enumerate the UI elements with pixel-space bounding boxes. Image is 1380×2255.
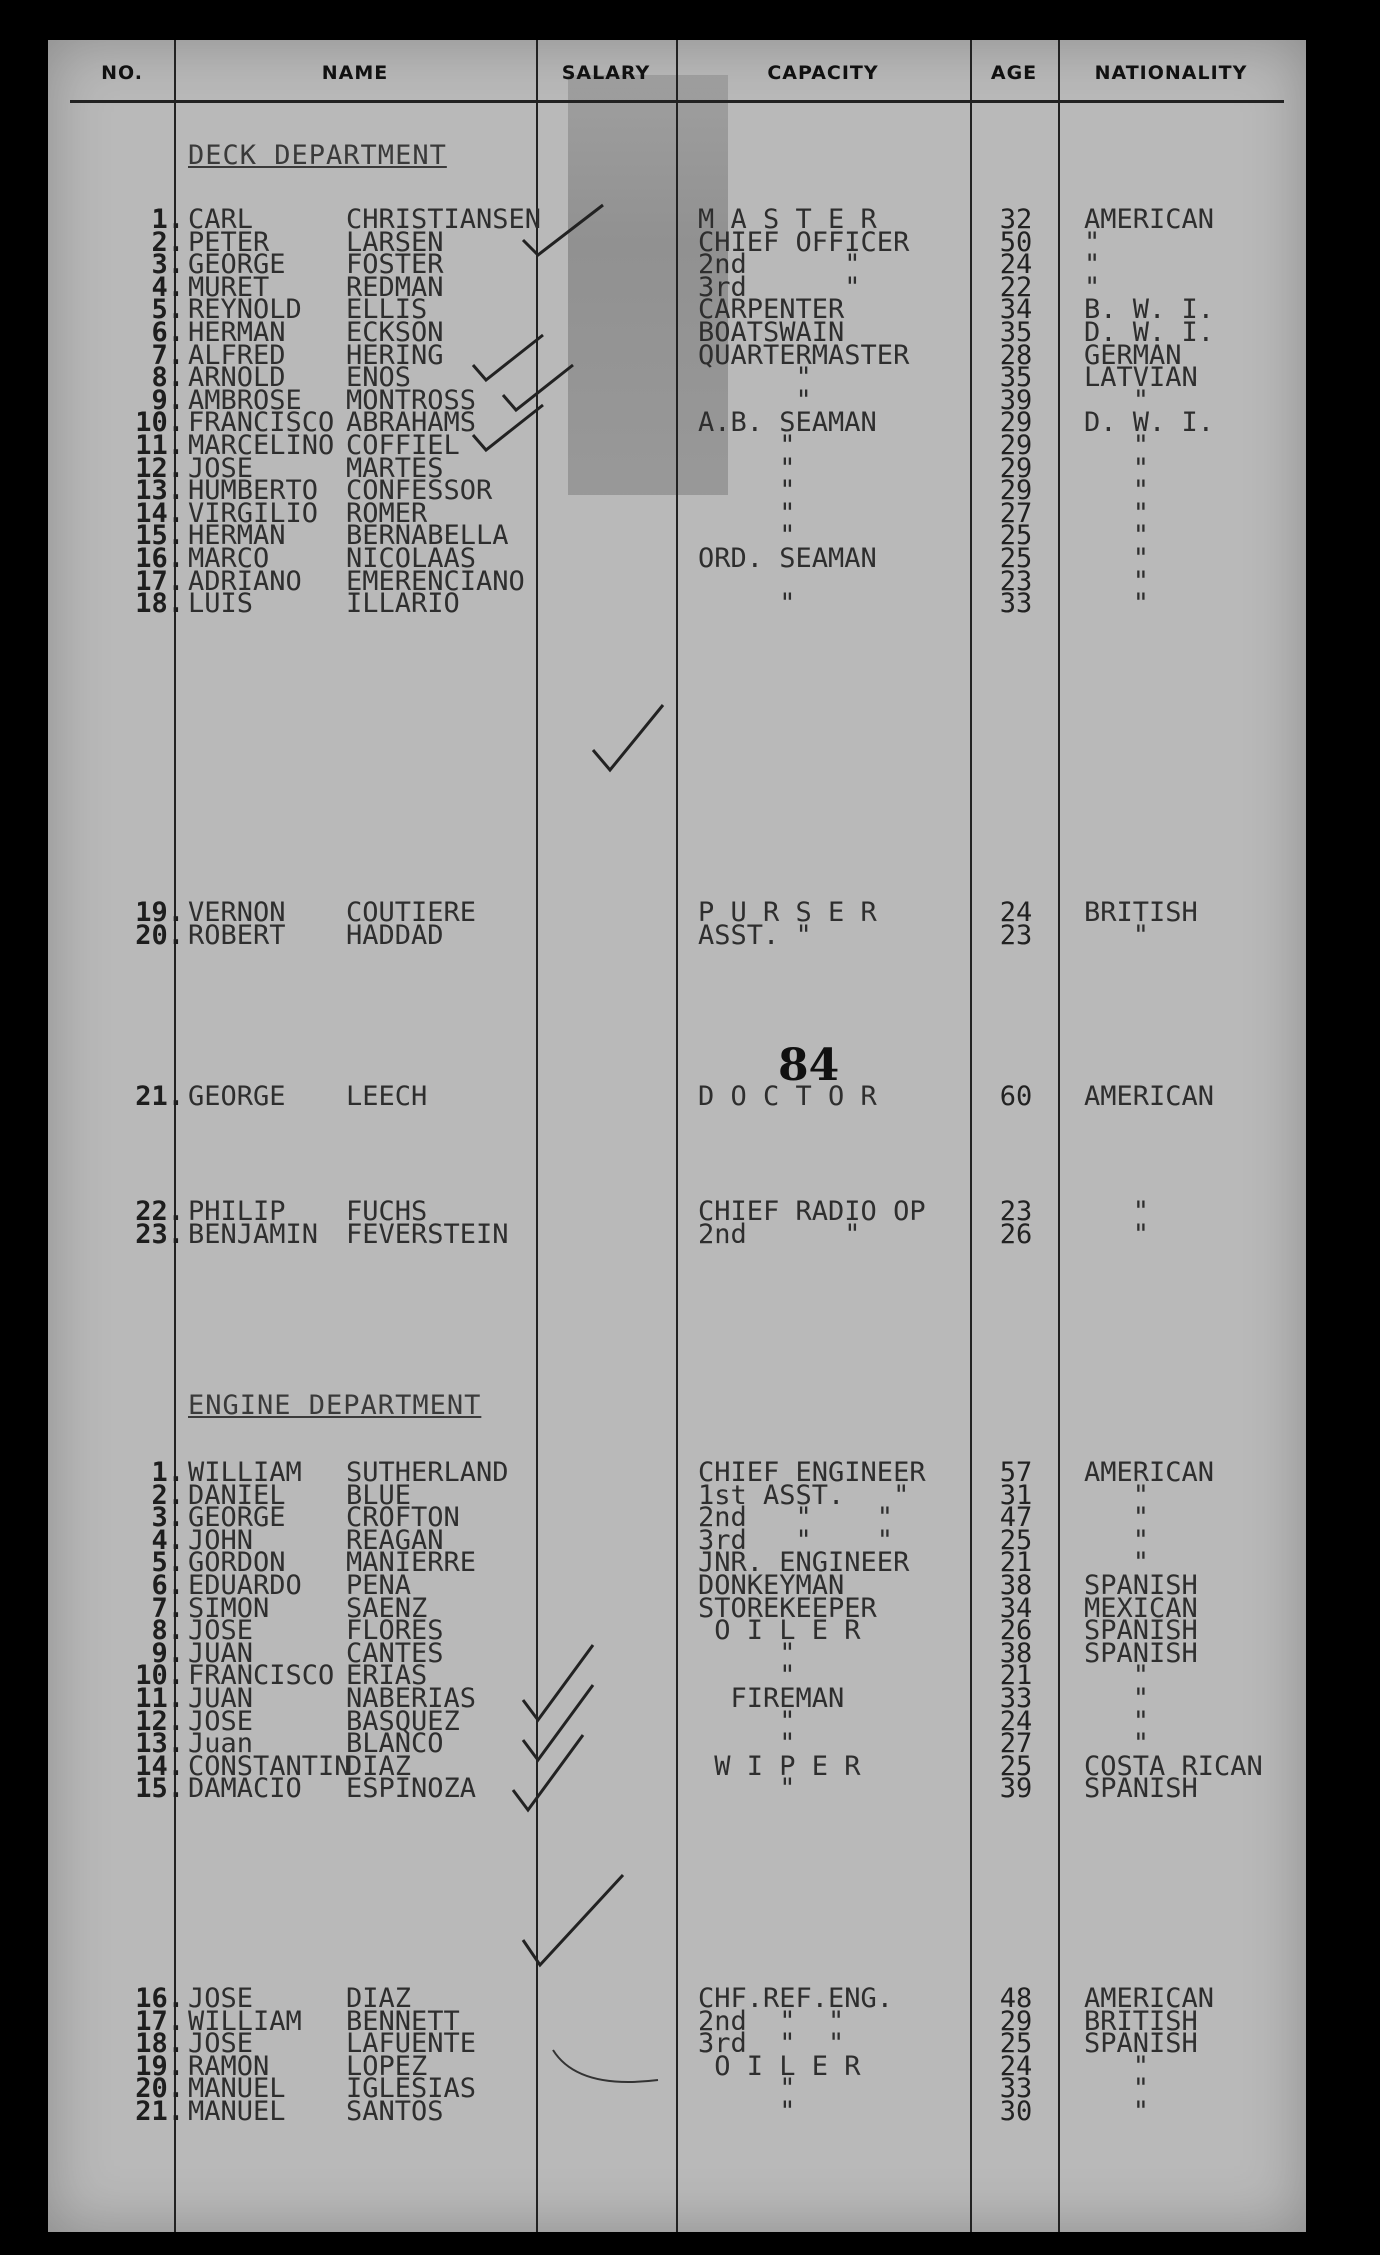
row-no: 9. — [151, 1637, 184, 1669]
row-first: RAMON — [188, 2050, 270, 2082]
row-capacity: P U R S E R — [698, 897, 877, 928]
row-nationality: GERMAN — [1084, 339, 1182, 371]
row-age: 34 — [999, 1592, 1033, 1624]
row-nationality: LATVIAN — [1084, 362, 1198, 394]
row-last: EMERENCIANO — [346, 565, 525, 597]
row-age: 28 — [999, 339, 1033, 371]
row-nationality: SPANISH — [1084, 1570, 1198, 1601]
row-nationality: " — [1084, 1547, 1150, 1579]
row-age: 25 — [999, 1524, 1033, 1556]
row-no: 10. — [135, 407, 184, 439]
row-age: 35 — [999, 317, 1033, 348]
row-first: MARCO — [188, 543, 270, 574]
row-age: 29 — [999, 430, 1033, 461]
row-no: 15. — [135, 520, 184, 552]
row-capacity: CARPENTER — [698, 294, 845, 326]
row-first: PHILIP — [188, 1196, 286, 1227]
row-age: 27 — [999, 1728, 1033, 1760]
row-nationality: " — [1084, 1683, 1150, 1714]
row-no: 19. — [135, 2050, 184, 2082]
row-age: 50 — [999, 226, 1033, 258]
row-age: 25 — [999, 520, 1033, 552]
row-capacity: " — [698, 1705, 796, 1737]
row-nationality: " — [1084, 1524, 1150, 1556]
row-no: 18. — [135, 2028, 184, 2060]
row-age: 23 — [999, 1196, 1033, 1227]
row-capacity: " — [698, 520, 796, 552]
row-capacity: " — [698, 430, 796, 461]
row-first: Juan — [188, 1728, 254, 1760]
row-no: 2. — [151, 1479, 184, 1511]
row-nationality: " — [1084, 1219, 1150, 1250]
check-mark-icon — [508, 1730, 588, 1820]
row-age: 22 — [999, 271, 1033, 303]
row-first: ADRIANO — [188, 565, 302, 597]
crew-list-sheet — [48, 40, 1306, 2232]
row-capacity: DONKEYMAN — [698, 1570, 845, 1601]
row-last: MANIERRE — [346, 1547, 477, 1579]
row-first: WILLIAM — [188, 2005, 302, 2037]
row-first: MURET — [188, 271, 270, 303]
row-capacity: CHIEF ENGINEER — [698, 1457, 926, 1488]
row-first: JOSE — [188, 1983, 254, 2014]
row-no: 10. — [135, 1660, 184, 1692]
row-no: 4. — [151, 271, 184, 303]
row-capacity: " — [698, 588, 796, 620]
row-age: 32 — [999, 204, 1033, 235]
row-capacity: W I P E R — [698, 1750, 861, 1782]
row-no: 18. — [135, 588, 184, 620]
row-first: CONSTANTIN — [188, 1750, 351, 1782]
row-last: BLUE — [346, 1479, 412, 1511]
row-nationality: D. W. I. — [1084, 407, 1215, 439]
row-capacity: " — [698, 452, 796, 484]
row-first: REYNOLD — [188, 294, 302, 326]
row-first: JOSE — [188, 452, 254, 484]
row-age: 31 — [999, 1479, 1033, 1511]
row-no: 8. — [151, 1615, 184, 1647]
row-capacity: " — [698, 1773, 796, 1805]
row-nationality: " — [1084, 452, 1150, 484]
engine-department-title: ENGINE DEPARTMENT — [188, 1390, 482, 1421]
row-age: 26 — [999, 1615, 1033, 1647]
row-first: CARL — [188, 204, 254, 235]
row-first: LUIS — [188, 588, 254, 620]
row-capacity: 2nd " " — [698, 1502, 894, 1534]
row-no: 20. — [135, 920, 184, 951]
row-first: VERNON — [188, 897, 286, 928]
row-nationality: " — [1084, 543, 1150, 574]
row-capacity: " — [698, 475, 796, 507]
row-nationality: " — [1084, 249, 1101, 281]
row-nationality: " — [1084, 565, 1150, 597]
row-capacity: " — [698, 2073, 796, 2105]
row-nationality: AMERICAN — [1084, 1081, 1215, 1112]
row-no: 3. — [151, 249, 184, 281]
row-nationality: " — [1084, 2073, 1150, 2105]
row-age: 29 — [999, 452, 1033, 484]
row-first: MANUEL — [188, 2073, 286, 2105]
header-rule — [70, 100, 1284, 103]
header-capacity: CAPACITY — [767, 62, 879, 84]
row-age: 25 — [999, 2028, 1033, 2060]
row-nationality: " — [1084, 1196, 1150, 1227]
row-capacity: 2nd " — [698, 249, 861, 281]
row-no: 13. — [135, 1728, 184, 1760]
row-last: FLORES — [346, 1615, 444, 1647]
row-no: 21. — [135, 1081, 184, 1112]
row-age: 30 — [999, 2096, 1033, 2127]
row-age: 39 — [999, 384, 1033, 416]
row-no: 9. — [151, 384, 184, 416]
row-age: 21 — [999, 1660, 1033, 1692]
row-nationality: " — [1084, 226, 1101, 258]
row-first: HERMAN — [188, 317, 286, 348]
row-nationality: D. W. I. — [1084, 317, 1215, 348]
row-last: ROMER — [346, 497, 428, 529]
row-nationality: SPANISH — [1084, 1637, 1198, 1669]
row-age: 29 — [999, 2005, 1033, 2037]
row-no: 13. — [135, 475, 184, 507]
row-no: 17. — [135, 2005, 184, 2037]
row-last: HERING — [346, 339, 444, 371]
row-first: JOSE — [188, 1615, 254, 1647]
row-last: BLANCO — [346, 1728, 444, 1760]
row-capacity: A.B. SEAMAN — [698, 407, 877, 439]
row-last: LEECH — [346, 1081, 428, 1112]
row-first: BENJAMIN — [188, 1219, 319, 1250]
row-capacity: STOREKEEPER — [698, 1592, 877, 1624]
row-capacity: BOATSWAIN — [698, 317, 845, 348]
row-last: BENNETT — [346, 2005, 460, 2037]
row-age: 34 — [999, 294, 1033, 326]
row-nationality: " — [1084, 1660, 1150, 1692]
row-no: 6. — [151, 317, 184, 348]
row-last: MONTROSS — [346, 384, 477, 416]
row-capacity: 1st ASST. " — [698, 1479, 910, 1511]
row-nationality: BRITISH — [1084, 897, 1198, 928]
row-last: NABERIAS — [346, 1683, 477, 1714]
row-nationality: SPANISH — [1084, 2028, 1198, 2060]
check-mark-icon — [518, 200, 608, 260]
page-stamp-number: 84 — [778, 1040, 840, 1091]
row-capacity: ORD. SEAMAN — [698, 543, 877, 574]
row-nationality: " — [1084, 1479, 1150, 1511]
row-last: IGLESIAS — [346, 2073, 477, 2105]
row-first: JUAN — [188, 1637, 254, 1669]
row-nationality: " — [1084, 588, 1150, 620]
row-last: PENA — [346, 1570, 412, 1601]
row-age: 23 — [999, 920, 1033, 951]
row-first: FRANCISCO — [188, 407, 335, 439]
row-no: 14. — [135, 1750, 184, 1782]
deck-department-title: DECK DEPARTMENT — [188, 140, 447, 171]
row-last: SUTHERLAND — [346, 1457, 509, 1488]
row-nationality: " — [1084, 1705, 1150, 1737]
row-last: ERIAS — [346, 1660, 428, 1692]
row-capacity: 2nd " — [698, 1219, 861, 1250]
row-no: 5. — [151, 294, 184, 326]
row-capacity: " — [698, 1637, 796, 1669]
header-name: NAME — [321, 62, 389, 84]
row-nationality: " — [1084, 2096, 1150, 2127]
row-last: SANTOS — [346, 2096, 444, 2127]
row-no: 19. — [135, 897, 184, 928]
row-age: 25 — [999, 543, 1033, 574]
row-age: 47 — [999, 1502, 1033, 1534]
row-capacity: " — [698, 384, 812, 416]
row-capacity: QUARTERMASTER — [698, 339, 910, 371]
row-last: ENOS — [346, 362, 412, 394]
row-last: REDMAN — [346, 271, 444, 303]
row-age: 33 — [999, 2073, 1033, 2105]
row-nationality: AMERICAN — [1084, 204, 1215, 235]
row-last: ILLARIO — [346, 588, 460, 620]
row-age: 57 — [999, 1457, 1033, 1488]
row-capacity: " — [698, 2096, 796, 2127]
row-age: 24 — [999, 1705, 1033, 1737]
header-no: NO. — [101, 62, 143, 84]
row-age: 29 — [999, 475, 1033, 507]
row-capacity: CHIEF OFFICER — [698, 226, 910, 258]
row-age: 25 — [999, 1750, 1033, 1782]
row-first: VIRGILIO — [188, 497, 319, 529]
row-capacity: M A S T E R — [698, 204, 877, 235]
row-last: FUCHS — [346, 1196, 428, 1227]
row-no: 1. — [151, 1457, 184, 1488]
check-mark-icon — [548, 2040, 668, 2100]
row-age: 29 — [999, 407, 1033, 439]
row-age: 21 — [999, 1547, 1033, 1579]
row-first: MARCELINO — [188, 430, 335, 461]
row-last: COFFIEL — [346, 430, 460, 461]
row-nationality: " — [1084, 1728, 1150, 1760]
row-first: ROBERT — [188, 920, 286, 951]
row-no: 14. — [135, 497, 184, 529]
row-first: AMBROSE — [188, 384, 302, 416]
row-age: 24 — [999, 2050, 1033, 2082]
row-no: 7. — [151, 1592, 184, 1624]
row-first: PETER — [188, 226, 270, 258]
row-first: EDUARDO — [188, 1570, 302, 1601]
row-nationality: MEXICAN — [1084, 1592, 1198, 1624]
row-age: 60 — [999, 1081, 1033, 1112]
row-no: 5. — [151, 1547, 184, 1579]
row-first: JOHN — [188, 1524, 254, 1556]
row-no: 12. — [135, 452, 184, 484]
row-capacity: O I L E R — [698, 1615, 861, 1647]
row-no: 11. — [135, 430, 184, 461]
row-last: CANTES — [346, 1637, 444, 1669]
row-no: 7. — [151, 339, 184, 371]
row-first: ALFRED — [188, 339, 286, 371]
row-last: NICOLAAS — [346, 543, 477, 574]
row-capacity: 2nd " " — [698, 2005, 845, 2037]
row-capacity: FIREMAN — [698, 1683, 845, 1714]
row-no: 1. — [151, 204, 184, 235]
row-capacity: JNR. ENGINEER — [698, 1547, 910, 1579]
check-mark-icon — [588, 700, 668, 780]
row-first: DANIEL — [188, 1479, 286, 1511]
row-last: ESPINOZA — [346, 1773, 477, 1805]
row-nationality: COSTA RICAN — [1084, 1750, 1263, 1782]
row-first: GEORGE — [188, 1081, 286, 1112]
row-no: 12. — [135, 1705, 184, 1737]
row-no: 3. — [151, 1502, 184, 1534]
row-capacity: 3rd " — [698, 271, 861, 303]
row-capacity: " — [698, 1728, 796, 1760]
row-first: WILLIAM — [188, 1457, 302, 1488]
row-nationality: AMERICAN — [1084, 1457, 1215, 1488]
row-capacity: " — [698, 497, 796, 529]
row-last: HADDAD — [346, 920, 444, 951]
header-age: AGE — [990, 62, 1038, 84]
row-age: 24 — [999, 897, 1033, 928]
row-first: JOSE — [188, 1705, 254, 1737]
row-age: 38 — [999, 1570, 1033, 1601]
row-no: 23. — [135, 1219, 184, 1250]
check-mark-icon — [518, 1870, 628, 1980]
row-last: LARSEN — [346, 226, 444, 258]
row-nationality: " — [1084, 2050, 1150, 2082]
row-age: 33 — [999, 588, 1033, 620]
row-nationality: " — [1084, 475, 1150, 507]
row-nationality: " — [1084, 920, 1150, 951]
row-capacity: ASST. " — [698, 920, 812, 951]
row-first: FRANCISCO — [188, 1660, 335, 1692]
header-salary: SALARY — [561, 62, 651, 84]
row-last: ABRAHAMS — [346, 407, 477, 439]
row-first: SIMON — [188, 1592, 270, 1624]
row-age: 48 — [999, 1983, 1033, 2014]
row-capacity: " — [698, 362, 812, 394]
row-last: CONFESSOR — [346, 475, 493, 507]
row-first: HERMAN — [188, 520, 286, 552]
row-first: GEORGE — [188, 1502, 286, 1534]
row-age: 33 — [999, 1683, 1033, 1714]
row-age: 35 — [999, 362, 1033, 394]
row-no: 11. — [135, 1683, 184, 1714]
row-age: 38 — [999, 1637, 1033, 1669]
row-no: 22. — [135, 1196, 184, 1227]
row-last: FEVERSTEIN — [346, 1219, 509, 1250]
row-nationality: " — [1084, 1502, 1150, 1534]
row-capacity: 3rd " " — [698, 1524, 894, 1556]
row-first: ARNOLD — [188, 362, 286, 394]
row-last: LAFUENTE — [346, 2028, 477, 2060]
row-capacity: 3rd " " — [698, 2028, 845, 2060]
column-rule — [676, 40, 678, 2232]
row-first: JUAN — [188, 1683, 254, 1714]
row-no: 6. — [151, 1570, 184, 1601]
row-age: 24 — [999, 249, 1033, 281]
row-no: 15. — [135, 1773, 184, 1805]
row-first: DAMACIO — [188, 1773, 302, 1805]
header-nationality: NATIONALITY — [1094, 62, 1248, 84]
row-age: 26 — [999, 1219, 1033, 1250]
row-age: 23 — [999, 565, 1033, 597]
row-last: DIAZ — [346, 1750, 412, 1782]
row-no: 21. — [135, 2096, 184, 2127]
row-nationality: BRITISH — [1084, 2005, 1198, 2037]
row-capacity: D O C T O R — [698, 1081, 877, 1112]
row-no: 16. — [135, 1983, 184, 2014]
row-last: ELLIS — [346, 294, 428, 326]
row-no: 8. — [151, 362, 184, 394]
check-mark-icon — [468, 400, 548, 460]
row-no: 16. — [135, 543, 184, 574]
row-capacity: CHIEF RADIO OP — [698, 1196, 926, 1227]
row-first: MANUEL — [188, 2096, 286, 2127]
row-nationality: B. W. I. — [1084, 294, 1215, 326]
column-rule — [1058, 40, 1060, 2232]
row-no: 2. — [151, 226, 184, 258]
row-no: 4. — [151, 1524, 184, 1556]
row-last: LOPEZ — [346, 2050, 428, 2082]
row-nationality: AMERICAN — [1084, 1983, 1215, 2014]
row-nationality: " — [1084, 384, 1150, 416]
row-no: 20. — [135, 2073, 184, 2105]
column-rule — [970, 40, 972, 2232]
row-age: 27 — [999, 497, 1033, 529]
row-last: REAGAN — [346, 1524, 444, 1556]
row-nationality: SPANISH — [1084, 1615, 1198, 1647]
row-first: HUMBERTO — [188, 475, 319, 507]
row-nationality: SPANISH — [1084, 1773, 1198, 1805]
row-last: CHRISTIANSEN — [346, 204, 542, 235]
row-first: GEORGE — [188, 249, 286, 281]
row-first: GORDON — [188, 1547, 286, 1579]
row-capacity: CHF.REF.ENG. — [698, 1983, 894, 2014]
row-capacity: O I L E R — [698, 2050, 861, 2082]
row-no: 17. — [135, 565, 184, 597]
row-last: COUTIERE — [346, 897, 477, 928]
row-nationality: " — [1084, 271, 1101, 303]
row-capacity: " — [698, 1660, 796, 1692]
row-last: BASQUEZ — [346, 1705, 460, 1737]
row-age: 39 — [999, 1773, 1033, 1805]
row-last: FOSTER — [346, 249, 444, 281]
row-nationality: " — [1084, 430, 1150, 461]
row-last: ECKSON — [346, 317, 444, 348]
row-last: MARTES — [346, 452, 444, 484]
row-last: CROFTON — [346, 1502, 460, 1534]
row-first: JOSE — [188, 2028, 254, 2060]
row-last: BERNABELLA — [346, 520, 509, 552]
row-nationality: " — [1084, 520, 1150, 552]
row-nationality: " — [1084, 497, 1150, 529]
row-last: DIAZ — [346, 1983, 412, 2014]
row-last: SAENZ — [346, 1592, 428, 1624]
